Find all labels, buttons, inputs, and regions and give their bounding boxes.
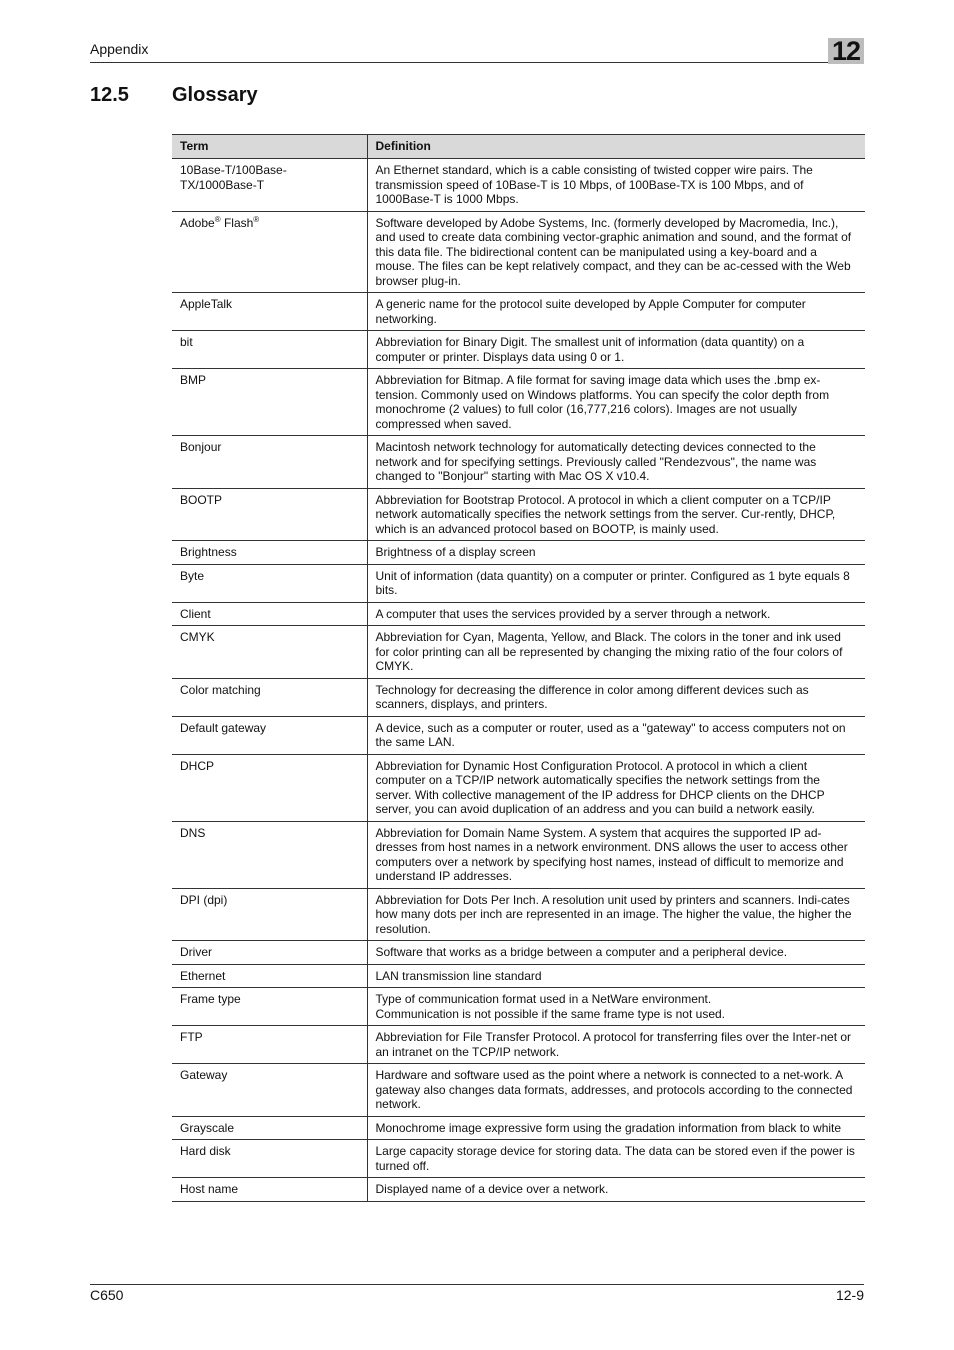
table-row — [172, 754, 865, 821]
table-row — [172, 1178, 865, 1202]
table-row — [172, 211, 865, 293]
glossary-term: Byte — [172, 564, 367, 602]
glossary-definition: Technology for decreasing the difference in color among different devices such as scanners, displays, and printers. — [367, 678, 865, 716]
table-row — [172, 1140, 865, 1178]
glossary-definition: An Ethernet standard, which is a cable consisting of twisted copper wire pairs. The transmission speed of 10Base-T is 10 Mbps, of 100Base-TX is 100 Mbps, and of 1000Base-T is 1000 Mbps. — [367, 159, 865, 212]
section-title: Glossary — [172, 84, 258, 106]
header-divider — [90, 62, 828, 63]
glossary-term: CMYK — [172, 626, 367, 679]
table-row — [172, 1064, 865, 1117]
glossary-term: Color matching — [172, 678, 367, 716]
glossary-term: BOOTP — [172, 488, 367, 541]
chapter-number-tab: 12 — [828, 38, 864, 64]
glossary-term: Frame type — [172, 988, 367, 1026]
glossary-term: AppleTalk — [172, 293, 367, 331]
glossary-term: Gateway — [172, 1064, 367, 1117]
glossary-definition: Brightness of a display screen — [367, 541, 865, 565]
glossary-definition: Abbreviation for Bootstrap Protocol. A protocol in which a client computer on a TCP/IP network automatically specifies the network settings from the server. Cur-rently, DHCP, which is an advanced protocol based on BOOTP, is mainly used. — [367, 488, 865, 541]
table-row — [172, 159, 865, 212]
glossary-term: Driver — [172, 941, 367, 965]
glossary-definition: Abbreviation for File Transfer Protocol. A protocol for transferring files over the Inter-net or an intranet on the TCP/IP network. — [367, 1026, 865, 1064]
glossary-definition: Unit of information (data quantity) on a computer or printer. Configured as 1 byte equals 8 bits. — [367, 564, 865, 602]
glossary-term: Adobe® Flash® — [172, 211, 367, 293]
glossary-definition: Abbreviation for Cyan, Magenta, Yellow, and Black. The colors in the toner and ink used for color printing can all be represented by changing the mixing ratio of the four colors of CMYK. — [367, 626, 865, 679]
table-row — [172, 988, 865, 1026]
table-row — [172, 369, 865, 436]
table-row — [172, 436, 865, 489]
glossary-definition: A generic name for the protocol suite developed by Apple Computer for computer networking. — [367, 293, 865, 331]
table-row — [172, 1026, 865, 1064]
glossary-definition: A device, such as a computer or router, used as a "gateway" to access computers not on the same LAN. — [367, 716, 865, 754]
table-row — [172, 331, 865, 369]
footer-page-number: 12-9 — [835, 1287, 864, 1303]
table-row — [172, 293, 865, 331]
table-header-row — [172, 135, 865, 159]
glossary-term: Bonjour — [172, 436, 367, 489]
glossary-term: DNS — [172, 821, 367, 888]
glossary-term: Hard disk — [172, 1140, 367, 1178]
glossary-term: Host name — [172, 1178, 367, 1202]
glossary-definition: Abbreviation for Binary Digit. The smallest unit of information (data quantity) on a computer or printer. Displays data using 0 or 1. — [367, 331, 865, 369]
table-row — [172, 541, 865, 565]
table-row — [172, 1116, 865, 1140]
table-row — [172, 888, 865, 941]
table-row — [172, 602, 865, 626]
glossary-body — [172, 159, 865, 1202]
glossary-definition: Abbreviation for Bitmap. A file format for saving image data which uses the .bmp ex-tension. Commonly used on Windows platforms. You can specify the color depth from monochrome (2 values) to full color (16,777,216 colors). Images are not usually compressed when saved. — [367, 369, 865, 436]
section-heading — [90, 84, 258, 107]
table-row — [172, 488, 865, 541]
glossary-term: 10Base-T/100Base-TX/1000Base-T — [172, 159, 367, 212]
glossary-definition: Abbreviation for Dynamic Host Configuration Protocol. A protocol in which a client computer on a TCP/IP network automatically specifies the network settings from the server. With collective management of the IP address for DHCP clients on the DHCP server, you can avoid duplication of an address and you can build a network easily. — [367, 754, 865, 821]
glossary-term: Brightness — [172, 541, 367, 565]
running-header-title: Appendix — [90, 41, 149, 57]
footer-divider — [90, 1284, 864, 1285]
glossary-definition: Large capacity storage device for storing data. The data can be stored even if the power is turned off. — [367, 1140, 865, 1178]
glossary-definition: Abbreviation for Domain Name System. A system that acquires the supported IP ad-dresses from host names in a network environment. DNS allows the user to access other computers over a network by specifying host names, instead of difficult to memorize and understand IP addresses. — [367, 821, 865, 888]
glossary-term: DHCP — [172, 754, 367, 821]
glossary-term: Grayscale — [172, 1116, 367, 1140]
glossary-definition: Software that works as a bridge between a computer and a peripheral device. — [367, 941, 865, 965]
glossary-definition: Type of communication format used in a NetWare environment. Communication is not possible if the same frame type is not used. — [367, 988, 865, 1026]
table-row — [172, 964, 865, 988]
glossary-term: BMP — [172, 369, 367, 436]
footer-model-name: C650 — [90, 1287, 124, 1303]
glossary-term: Client — [172, 602, 367, 626]
table-row — [172, 821, 865, 888]
glossary-term: Default gateway — [172, 716, 367, 754]
glossary-definition: Software developed by Adobe Systems, Inc. (formerly developed by Macromedia, Inc.), and used to create data combining vector-graphic animation and sound, and the format of this data file. The bidirectional content can be manipulated using a key-board and a mouse. The files can be kept relatively compact, and they can be ac-cessed with the Web browser plug-in. — [367, 211, 865, 293]
glossary-term: bit — [172, 331, 367, 369]
glossary-term: Ethernet — [172, 964, 367, 988]
glossary-definition: Monochrome image expressive form using the gradation information from black to white — [367, 1116, 865, 1140]
table-row — [172, 564, 865, 602]
glossary-definition: Abbreviation for Dots Per Inch. A resolution unit used by printers and scanners. Indi-cates how many dots per inch are represented in an image. The higher the value, the higher the resolution. — [367, 888, 865, 941]
table-row — [172, 678, 865, 716]
glossary-definition: A computer that uses the services provided by a server through a network. — [367, 602, 865, 626]
section-number: 12.5 — [90, 84, 129, 106]
glossary-table — [172, 134, 865, 1202]
glossary-definition: Hardware and software used as the point where a network is connected to a net-work. A gateway also changes data formats, addresses, and protocols according to the connected network. — [367, 1064, 865, 1117]
table-row — [172, 941, 865, 965]
glossary-term: DPI (dpi) — [172, 888, 367, 941]
table-row — [172, 716, 865, 754]
glossary-definition: Macintosh network technology for automatically detecting devices connected to the network and for specifying settings. Previously called "Rendezvous", the name was changed to "Bonjour" starting with Mac OS X v10.4. — [367, 436, 865, 489]
glossary-term: FTP — [172, 1026, 367, 1064]
glossary-definition: Displayed name of a device over a network. — [367, 1178, 865, 1202]
glossary-definition: LAN transmission line standard — [367, 964, 865, 988]
column-header-term: Term — [172, 135, 367, 159]
column-header-definition: Definition — [367, 135, 865, 159]
table-row — [172, 626, 865, 679]
